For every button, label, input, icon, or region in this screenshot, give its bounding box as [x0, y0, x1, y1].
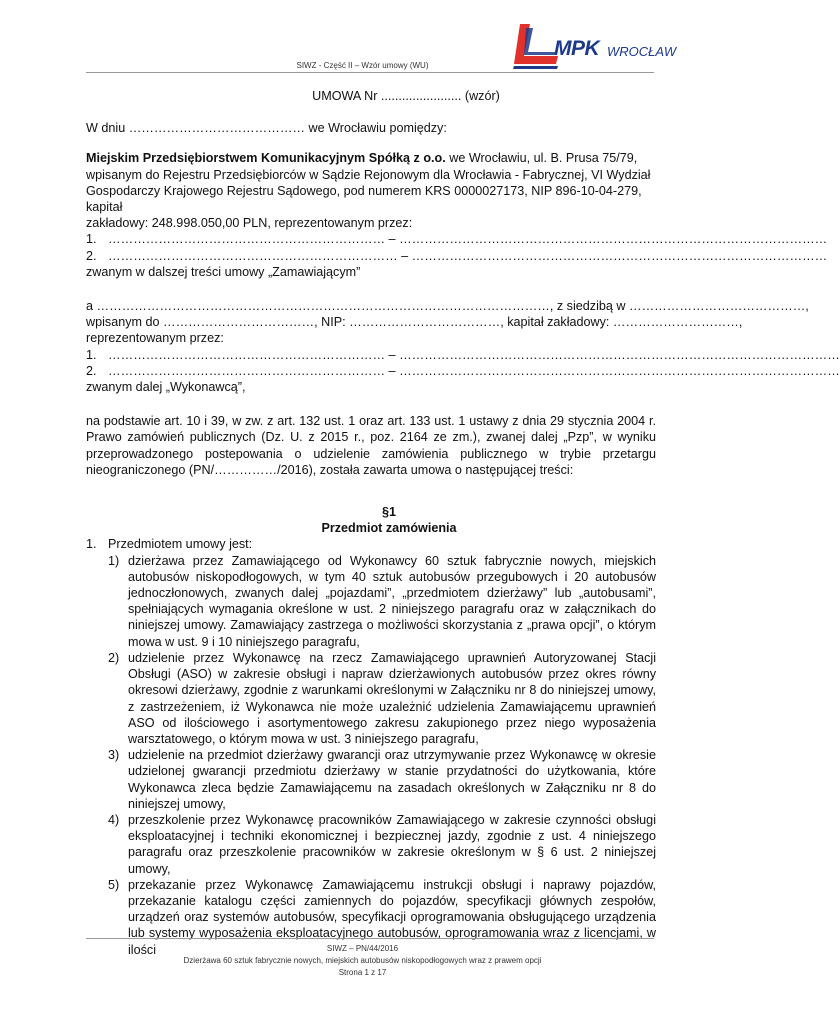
party1-line1 — [86, 150, 656, 166]
footer-divider — [86, 938, 654, 939]
document-title: UMOWA Nr ....................... (wzór) — [312, 89, 500, 103]
party1-line4: zakładowy: 248.998.050,00 PLN, reprezentowanym przez: — [86, 216, 413, 231]
legal-basis: na podstawie art. 10 i 39, w zw. z art. 132 ust. 1 oraz art. 133 ust. 1 ustawy z dnia 29 stycznia 2004 r. Prawo zamówień publicznych (Dz. U. z 2015 r., poz. 2164 ze zm.), zwanej dalej „Pzp”, w wyniku przeprowadzonego postepowania o udzielenie zamówienia publicznego w trybie przetargu nieograniczonego (PN/……………/2016), została zawarta umowa o następującej treści: — [86, 414, 656, 477]
logo-text: MPK — [554, 37, 600, 60]
date-line: W dniu …………………………………… we Wrocławiu pomiędzy: — [86, 121, 447, 136]
party1-name: Miejskim Przedsiębiorstwem Komunikacyjnym Spółką z o.o. — [86, 151, 446, 166]
list-item: 1. Przedmiotem umowy jest: — [86, 537, 253, 552]
footer-siwz: SIWZ – PN/44/2016 — [326, 944, 399, 953]
sub-item-4: 4) przeszkolenie przez Wykonawcę pracowników Zamawiającego w zakresie czynności obsługi eksploatacyjnej i techniki ekonomicznej i bezpiecznej jazdy, zgodnie z ust. 4 niniejszego paragrafu oraz przeszkolenie pracowników w zakresie określonym w § 6 ust. 2 niniejszej umowy, — [108, 812, 656, 876]
logo-city: WROCŁAW — [607, 44, 677, 59]
header-divider — [86, 72, 654, 73]
document-body — [86, 88, 840, 958]
sub-item-2: 2) udzielenie przez Wykonawcę na rzecz Zamawiającego uprawnień Autoryzowanej Stacji Obsługi (ASO) w zakresie obsługi i napraw dzierżawionych autobusów przez okres równy okresowi dzierżawy, zgodnie z warunkami określonymi w Załączniku nr 8 do niniejszej umowy, z zastrzeżeniem, iż Wykonawca nie może uzależnić udzielenia Zamawiającemu uprawnień ASO od ilościowego i asortymentowego zakresu zakupionego przez niego wyposażenia warsztatowego, o którym mowa w ust. 3 niniejszego paragrafu, — [108, 650, 656, 746]
sub-item-3: 3) udzielenie na przedmiot dzierżawy gwarancji oraz utrzymywanie przez Wykonawcę w okresie udzielonej gwarancji przedmiotu dzierżawy w stanie przydatności do użytkowania, które Wykonawca zleca będzie Zamawiającemu na zasadach określonych w Załączniku nr 8 do niniejszej umowy, — [108, 748, 656, 811]
zamawiajacy-def: zwanym w dalszej treści umowy „Zamawiającym” — [86, 264, 361, 279]
party1-address: we Wrocławiu, ul. B. Prusa 75/79, — [445, 151, 638, 166]
representative-4: 2. ………………………………………………………… – …………………………………………………………………………………………… — [86, 363, 840, 378]
representative-3: 1. ………………………………………………………… – …………………………………………………………………………………………… — [86, 347, 840, 362]
footer-page-number: Strona 1 z 17 — [338, 968, 387, 977]
sub-item-5: 5) przekazanie przez Wykonawcę Zamawiającemu instrukcji obsługi i naprawy pojazdów, przekazanie katalogu części zamiennych do pojazdów, specyfikacji głównych zespołów, urządzeń oraz systemów autobusów, specyfikacji oprogramowania obsługującego urządzenia lub systemy wyposażenia eksploatacyjnego autobusów, oprogramowania wraz z licencjami, w ilości — [108, 877, 656, 957]
footer-subject: Dzierżawa 60 sztuk fabrycznie nowych, miejskich autobusów niskopodłogowych wraz z prawem opcji — [183, 956, 542, 965]
party2-line3: reprezentowanym przez: — [86, 331, 224, 346]
mpk-logo — [506, 22, 690, 72]
party1-line2: wpisanym do Rejestru Przedsiębiorców w Sądzie Rejonowym dla Wrocławia - Fabrycznej, VI Wydział — [86, 167, 651, 182]
header-doc-label: SIWZ - Część II – Wzór umowy (WU) — [296, 61, 429, 70]
representative-2: 2. …………………………………………………………… – ……………………………………………………………………………………… — [86, 248, 828, 263]
sub-item-1: 1) dzierżawa przez Zamawiającego od Wykonawcy 60 sztuk fabrycznie nowych, miejskich autobusów niskopodłogowych, w tym 40 sztuk autobusów przegubowych i 20 autobusów jednoczłonowych, zwanych dalej „pojazdami”, „przedmiotem dzierżawy” lub „autobusami”, spełniających wymagania określone w ust. 2 niniejszego paragrafu oraz w załącznikach do niniejszej umowy. Zamawiający zastrzega o możliwości skorzystania z „prawa opcji”, o którym mowa w ust. 9 i 10 niniejszego paragrafu, — [108, 553, 656, 649]
party2-line2: wpisanym do ………………………………, NIP: ………………………………, kapitał zakładowy: …………………………, — [86, 315, 743, 330]
wykonawca-def: zwanym dalej „Wykonawcą”, — [86, 380, 246, 395]
party2-line1: a ………………………………………………………………………………………………, z siedzibą w ……………………………………, — [86, 299, 809, 314]
section-number: §1 — [381, 505, 396, 520]
party1-line3: Gospodarczy Krajowego Rejestru Sądowego, pod numerem KRS 0000027173, NIP 896-10-04-279, kapitał — [86, 183, 642, 215]
section-title: Przedmiot zamówienia — [321, 521, 457, 536]
representative-1: 1. ………………………………………………………… – ………………………………………………………………………………………… — [86, 232, 828, 247]
